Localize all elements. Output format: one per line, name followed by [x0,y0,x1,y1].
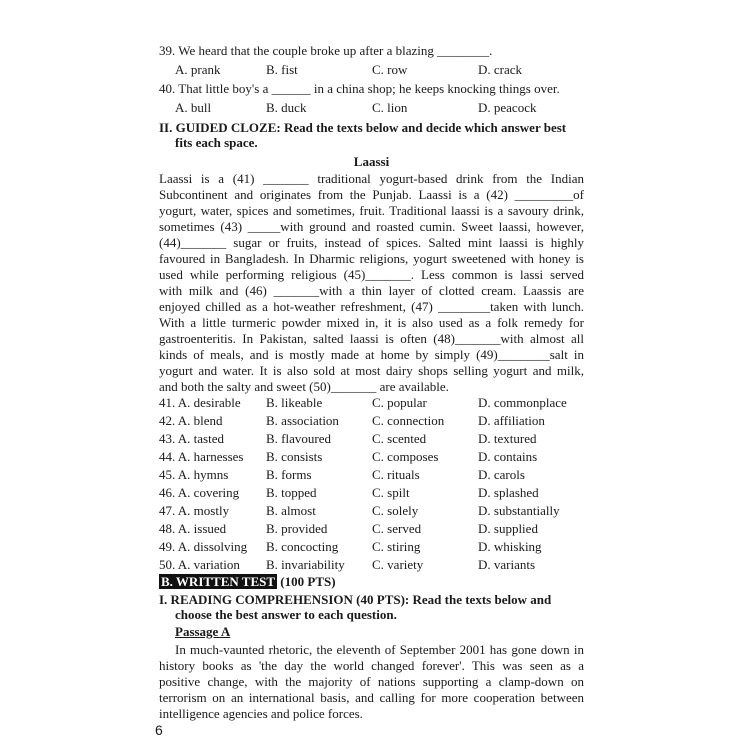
cloze-49-option-a: 49. A. dissolving [159,539,248,554]
cloze-42-option-a: 42. A. blend [159,413,223,428]
q40-option-b: B. duck [266,100,307,115]
section-guided-cloze-heading-cont: fits each space. [175,135,258,150]
cloze-50-option-d: D. variants [478,557,536,572]
passage-a-line: terrorism on an international basis, and calling for more cooperation between [159,690,584,705]
cloze-47-option-d: D. substantially [478,503,560,518]
cloze-48-option-b: B. provided [266,521,328,536]
passage-line: used while performing religious (45)_______. Less common is lassi served [159,267,584,282]
cloze-46-option-c: C. spilt [372,485,410,500]
cloze-47-option-b: B. almost [266,503,316,518]
passage-line: With a little turmeric powder mixed in, it is also used as a folk remedy for [159,315,584,330]
cloze-50-option-c: C. variety [372,557,424,572]
cloze-43-option-a: 43. A. tasted [159,431,224,446]
passage-line: yogurt, water, spices and sometimes, fruit. Traditional laassi is a savoury drink, [159,203,584,218]
question-39-stem: 39. We heard that the couple broke up after a blazing ________. [159,43,493,58]
passage-a-line: positive change, with the majority of nations supporting a clamp-down on [159,674,584,689]
cloze-45-option-d: D. carols [478,467,525,482]
cloze-48-option-a: 48. A. issued [159,521,227,536]
cloze-50-option-b: B. invariability [266,557,345,572]
cloze-43-option-c: C. scented [372,431,427,446]
cloze-44-option-a: 44. A. harnesses [159,449,244,464]
cloze-44-option-b: B. consists [266,449,323,464]
cloze-45-option-b: B. forms [266,467,312,482]
passage-a-line: intelligence agencies and police forces. [159,706,363,721]
passage-line: favoured in Bangladesh. In Dharmic religions, yogurt sweetened with honey is [159,251,584,266]
passage-line: sometimes (43) _____with ground and roasted cumin. Sweet laassi, however, [159,219,584,234]
passage-a-title: Passage A [175,624,231,639]
q40-option-c: C. lion [372,100,408,115]
cloze-49-option-c: C. stiring [372,539,421,554]
section-guided-cloze-heading: II. GUIDED CLOZE: Read the texts below and decide which answer best [159,120,567,135]
cloze-45-option-c: C. rituals [372,467,420,482]
passage-a-line: history books as 'the day the world changed forever'. This was seen as a [159,658,584,673]
cloze-41-option-c: C. popular [372,395,427,410]
q39-option-a: A. prank [175,62,221,77]
reading-comprehension-heading: I. READING COMPREHENSION (40 PTS): Read the texts below and [159,592,552,607]
cloze-42-option-d: D. affiliation [478,413,545,428]
passage-line: Laassi is a (41) _______ traditional yogurt-based drink from the Indian [159,171,584,186]
written-test-points: (100 PTS) [277,574,336,589]
passage-line: yogurt and water. It is also sold at most dairy shops selling yogurt and milk, [159,363,584,378]
cloze-44-option-c: C. composes [372,449,439,464]
cloze-49-option-b: B. concocting [266,539,339,554]
cloze-47-option-a: 47. A. mostly [159,503,230,518]
cloze-41-option-b: B. likeable [266,395,323,410]
passage-line: (44)_______ sugar or fruits, instead of spices. Salted mint laassi is highly [159,235,584,250]
passage-title: Laassi [353,154,390,169]
cloze-42-option-b: B. association [266,413,339,428]
cloze-41-option-d: D. commonplace [478,395,567,410]
passage-line: Subcontinent and originates from the Punjab. Laassi is a (42) _________of [159,187,584,202]
passage-line: and both the salty and sweet (50)_______ are available. [159,379,449,394]
passage-a-line: In much-vaunted rhetoric, the eleventh of September 2001 has gone down in [175,642,584,657]
cloze-43-option-b: B. flavoured [266,431,331,446]
cloze-49-option-d: D. whisking [478,539,542,554]
q40-option-a: A. bull [175,100,212,115]
question-40-stem: 40. That little boy's a ______ in a china shop; he keeps knocking things over. [159,81,560,96]
cloze-44-option-d: D. contains [478,449,538,464]
q39-option-d: D. crack [478,62,523,77]
written-test-label: B. WRITTEN TEST [161,574,276,589]
q39-option-b: B. fist [266,62,298,77]
cloze-46-option-b: B. topped [266,485,317,500]
cloze-46-option-a: 46. A. covering [159,485,240,500]
cloze-43-option-d: D. textured [478,431,537,446]
cloze-46-option-d: D. splashed [478,485,539,500]
cloze-48-option-c: C. served [372,521,422,536]
cloze-41-option-a: 41. A. desirable [159,395,241,410]
q39-option-c: C. row [372,62,408,77]
passage-line: with milk and (46) _______with a thin layer of clotted cream. Laassis are [159,283,584,298]
passage-line: enjoyed chilled as a hot-weather refreshment, (47) ________taken with lunch. [159,299,584,314]
passage-line: gastroenteritis. In Pakistan, salted laassi is often (48)_______with almost all [159,331,584,346]
page-number: 6 [155,722,163,738]
cloze-47-option-c: C. solely [372,503,419,518]
cloze-42-option-c: C. connection [372,413,445,428]
reading-comprehension-heading-cont: choose the best answer to each question. [175,607,397,622]
cloze-48-option-d: D. supplied [478,521,538,536]
cloze-45-option-a: 45. A. hymns [159,467,229,482]
passage-line: kinds of meals, and is mostly made at home by simply (49)________salt in [159,347,584,362]
cloze-50-option-a: 50. A. variation [159,557,240,572]
written-test-heading [159,573,336,590]
q40-option-d: D. peacock [478,100,537,115]
